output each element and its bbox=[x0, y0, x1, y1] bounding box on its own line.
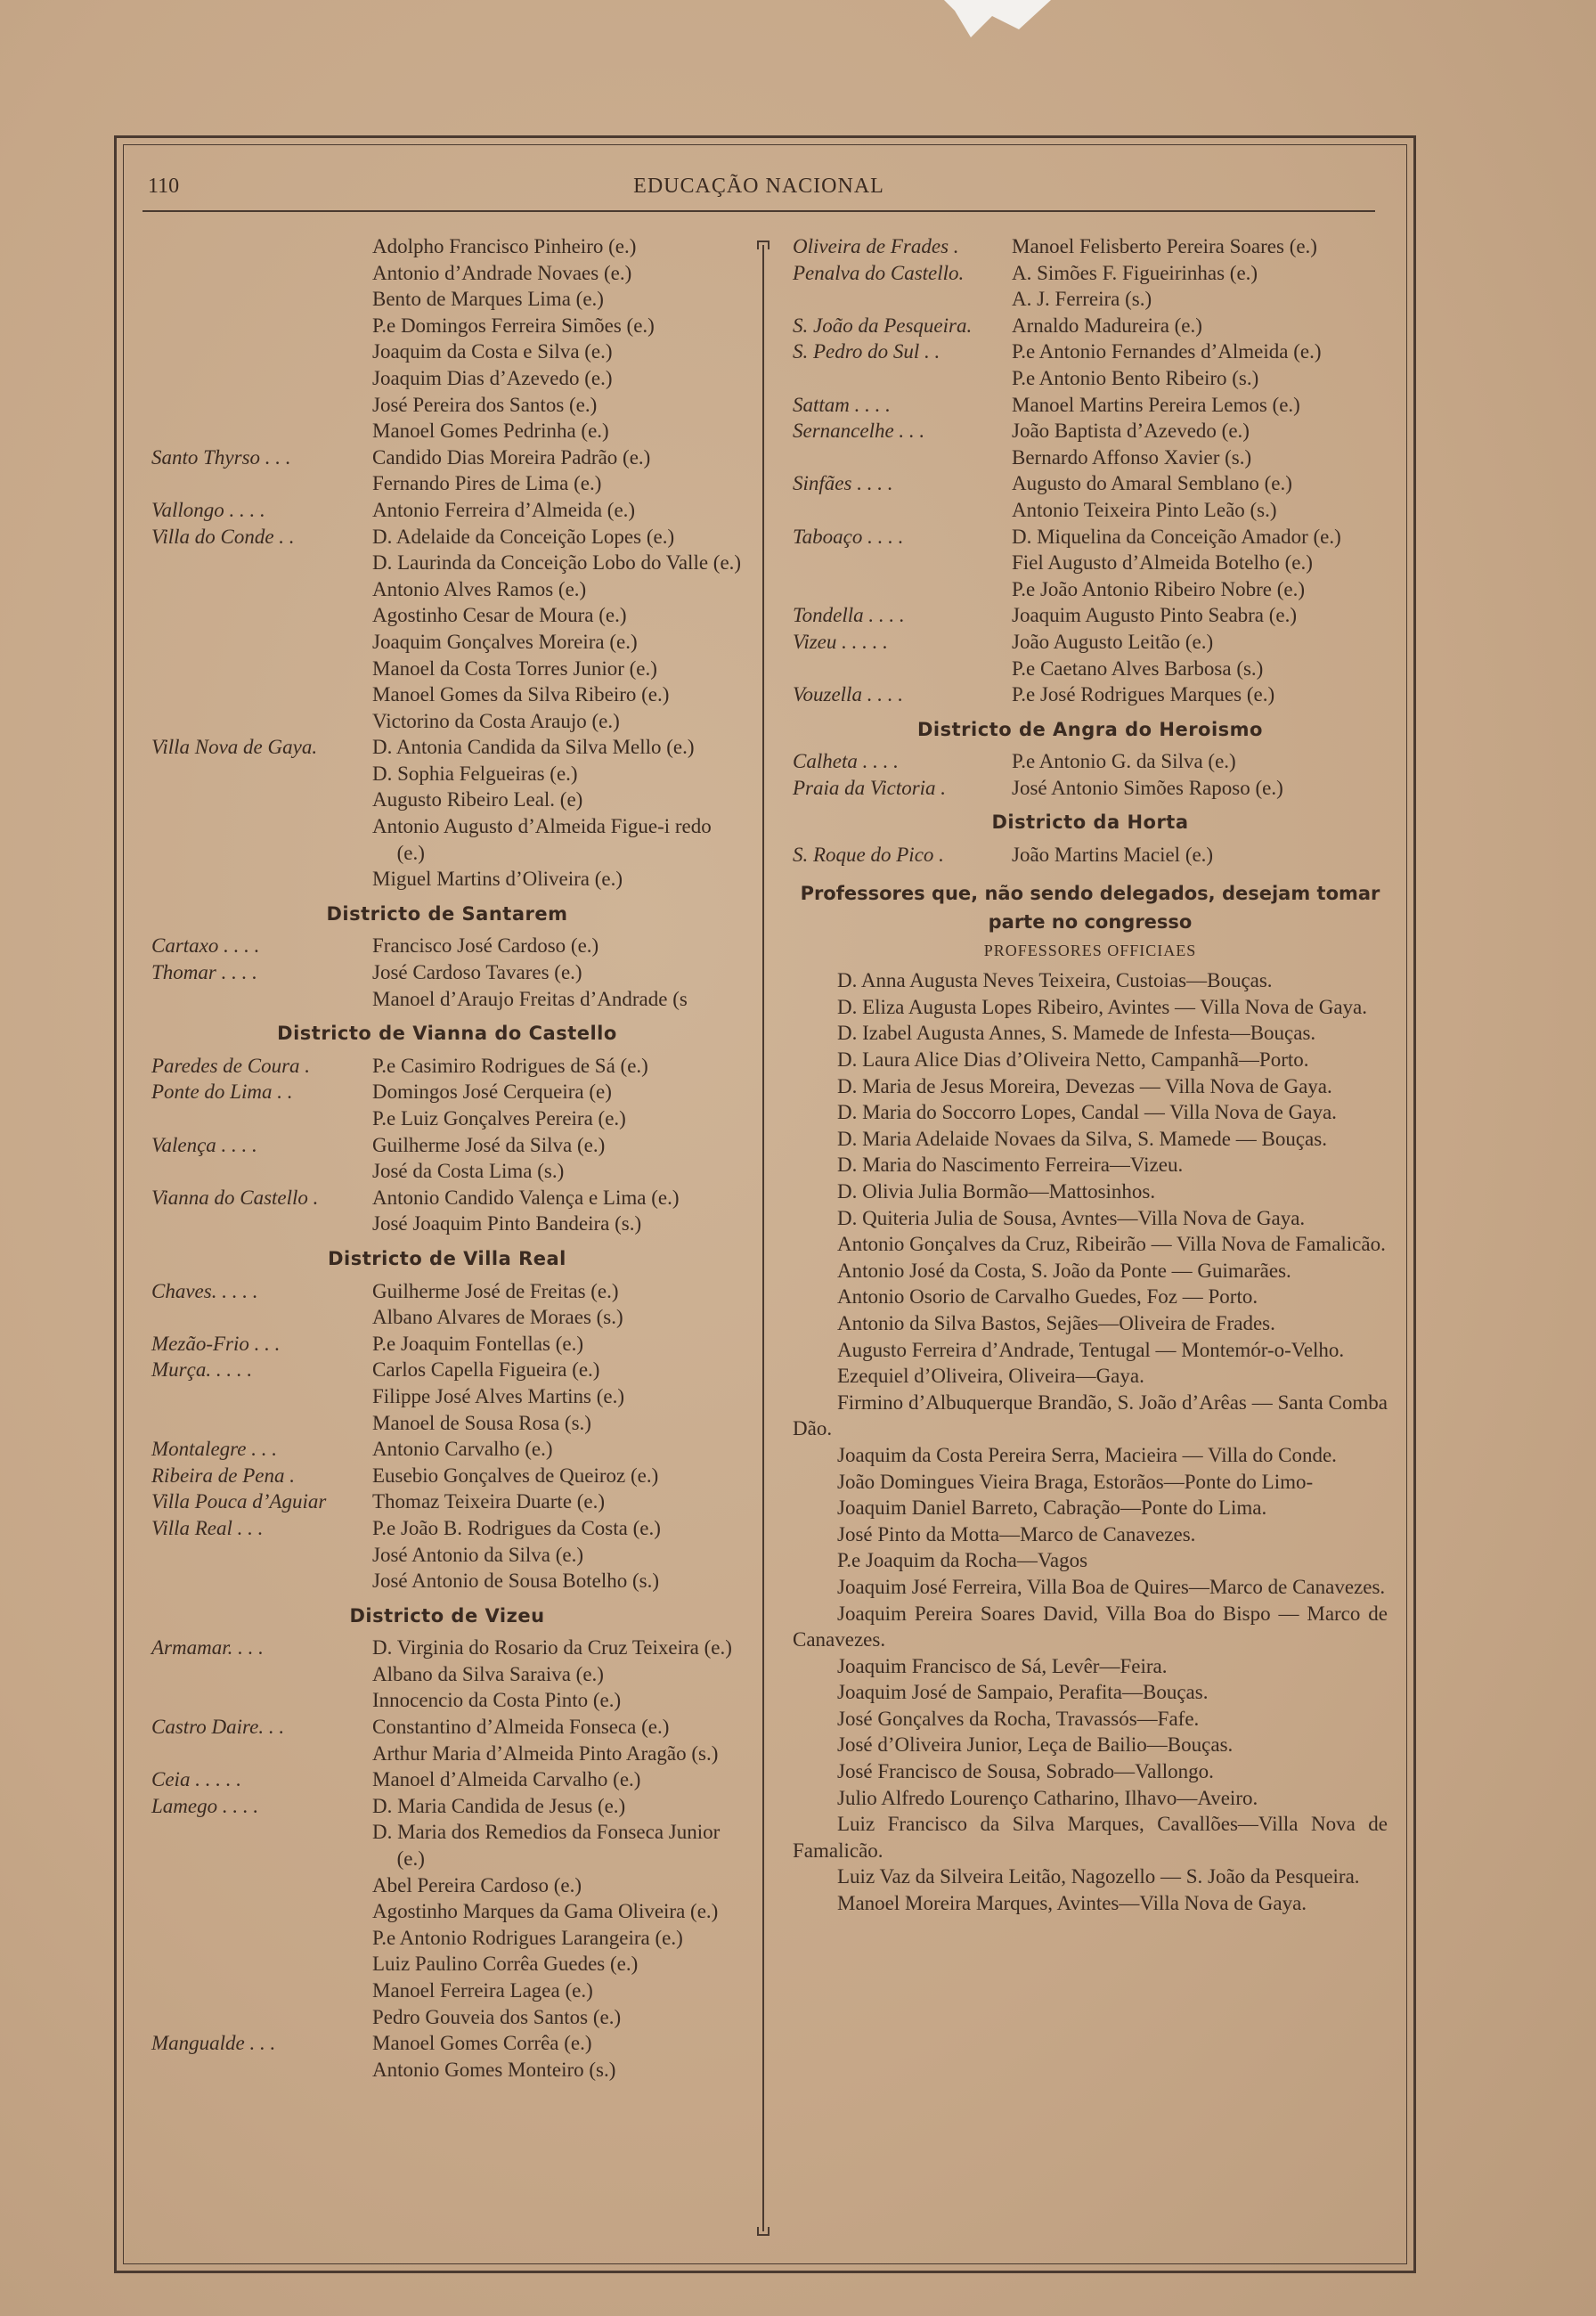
page-header bbox=[142, 175, 1375, 212]
teacher-name: Antonio Candido Valença e Lima (e.) bbox=[372, 1186, 680, 1209]
register-entry bbox=[793, 392, 1388, 419]
register-entry bbox=[151, 959, 743, 1012]
teacher-name: Antonio Teixeira Pinto Leão (s.) bbox=[1012, 498, 1277, 521]
teacher-name: Fernando Pires de Lima (e.) bbox=[372, 472, 602, 495]
teacher-name: Manoel Gomes Corrêa (e.) bbox=[372, 2032, 592, 2055]
locality-name: Thomar . . . . bbox=[151, 961, 257, 984]
register-entry bbox=[793, 842, 1388, 868]
teacher-name: Manoel d’Araujo Freitas d’Andrade (s bbox=[372, 987, 688, 1010]
teacher-name: José Joaquim Pinto Bandeira (s.) bbox=[372, 1212, 642, 1235]
teacher-names bbox=[372, 2030, 743, 2083]
teacher-name: Albano da Silva Saraiva (e.) bbox=[372, 1662, 604, 1685]
teacher-paragraph: D. Maria do Nascimento Ferreira—Vizeu. bbox=[837, 1154, 1184, 1177]
register-entry bbox=[793, 524, 1388, 603]
register-entry bbox=[151, 1766, 743, 1793]
teacher-name: Manoel Ferreira Lagea (e.) bbox=[372, 1979, 593, 2002]
running-title: EDUCAÇÃO NACIONAL bbox=[633, 175, 884, 198]
locality-name: Vouzella . . . . bbox=[793, 683, 903, 706]
teacher-name: D. Miquelina da Conceição Amador (e.) bbox=[1012, 525, 1341, 548]
teacher-paragraph: João Domingues Vieira Braga, Estorãos—Ponte do Limo- bbox=[837, 1470, 1314, 1493]
register-entry bbox=[793, 602, 1388, 629]
locality-name: Sernancelhe . . . bbox=[793, 420, 925, 443]
teacher-name: José Pereira dos Santos (e.) bbox=[372, 393, 598, 416]
register-entry bbox=[151, 2030, 743, 2083]
teacher-names bbox=[372, 1463, 743, 1489]
teacher-name: Antonio Carvalho (e.) bbox=[372, 1438, 553, 1461]
teacher-name: D. Adelaide da Conceição Lopes (e.) bbox=[372, 525, 675, 548]
teacher-names bbox=[372, 1053, 743, 1080]
teacher-name: Augusto Ribeiro Leal. (e) bbox=[372, 788, 583, 811]
teacher-name: José Antonio Simões Raposo (e.) bbox=[1012, 776, 1283, 799]
teacher-name: João Augusto Leitão (e.) bbox=[1012, 630, 1214, 653]
teacher-paragraph: Firmino d’Albuquerque Brandão, S. João d’Arêas — Santa Comba Dão. bbox=[793, 1390, 1388, 1440]
teacher-name: Antonio Alves Ramos (e.) bbox=[372, 577, 587, 600]
teacher-names bbox=[372, 497, 743, 524]
locality-name: Calheta . . . . bbox=[793, 750, 899, 773]
right-column bbox=[793, 233, 1388, 1917]
teacher-names bbox=[372, 1331, 743, 1358]
teacher-name: João Baptista d’Azevedo (e.) bbox=[1012, 420, 1250, 443]
teacher-name: Antonio Gomes Monteiro (s.) bbox=[372, 2058, 616, 2081]
district-heading: Districto de Vianna do Castello bbox=[277, 1023, 617, 1045]
teacher-name: P.e Casimiro Rodrigues de Sá (e.) bbox=[372, 1054, 648, 1077]
teacher-paragraph: Antonio Gonçalves da Cruz, Ribeirão — Villa Nova de Famalicão. bbox=[837, 1233, 1386, 1256]
register-entry bbox=[151, 1132, 743, 1185]
teacher-paragraph: José Francisco de Sousa, Sobrado—Vallongo. bbox=[837, 1760, 1214, 1783]
register-entry bbox=[151, 1357, 743, 1436]
locality-name: Valença . . . . bbox=[151, 1133, 257, 1156]
register-entry bbox=[151, 1714, 743, 1766]
teacher-name: A. Simões F. Figueirinhas (e.) bbox=[1012, 261, 1258, 284]
teacher-name: José Cardoso Tavares (e.) bbox=[372, 961, 582, 984]
teacher-names bbox=[372, 1635, 743, 1714]
teacher-name: Antonio d’Andrade Novaes (e.) bbox=[372, 261, 632, 284]
register-entry bbox=[793, 260, 1388, 313]
locality-name: Vizeu . . . . . bbox=[793, 630, 888, 653]
teacher-names bbox=[372, 233, 743, 444]
teacher-names bbox=[372, 933, 743, 959]
left-column bbox=[151, 233, 743, 2083]
teacher-paragraph: D. Eliza Augusta Lopes Ribeiro, Avintes — Villa Nova de Gaya. bbox=[837, 995, 1368, 1018]
teacher-name: D. Maria dos Remedios da Fonseca Junior (e.) bbox=[372, 1821, 721, 1871]
teacher-name: Antonio Ferreira d’Almeida (e.) bbox=[372, 498, 636, 521]
teacher-paragraph: D. Maria do Soccorro Lopes, Candal — Villa Nova de Gaya. bbox=[837, 1101, 1337, 1124]
teacher-name: Francisco José Cardoso (e.) bbox=[372, 934, 599, 958]
teacher-name: P.e Antonio G. da Silva (e.) bbox=[1012, 750, 1236, 773]
teacher-name: Albano Alvares de Moraes (s.) bbox=[372, 1306, 623, 1329]
teacher-name: Bento de Marques Lima (e.) bbox=[372, 288, 604, 311]
teacher-paragraph: Joaquim da Costa Pereira Serra, Macieira — Villa do Conde. bbox=[837, 1443, 1337, 1466]
teacher-name: Domingos José Cerqueira (e) bbox=[372, 1081, 612, 1104]
section-heading: Professores que, não sendo delegados, desejam tomar parte no congresso bbox=[800, 882, 1380, 933]
locality-name: Lamego . . . . bbox=[151, 1794, 259, 1817]
teacher-names bbox=[1012, 775, 1388, 802]
teacher-names bbox=[372, 1185, 743, 1237]
teacher-names bbox=[1012, 524, 1388, 603]
teacher-paragraph: Antonio José da Costa, S. João da Ponte — Guimarães. bbox=[837, 1259, 1291, 1282]
teacher-name: Agostinho Cesar de Moura (e.) bbox=[372, 604, 627, 627]
locality-name: Vallongo . . . . bbox=[151, 498, 265, 521]
district-heading: Districto de Santarem bbox=[326, 902, 568, 925]
locality-name: Villa Nova de Gaya. bbox=[151, 736, 318, 759]
locality-name: Cartaxo . . . . bbox=[151, 934, 260, 958]
locality-name: Chaves. . . . . bbox=[151, 1279, 258, 1302]
teacher-paragraph: D. Anna Augusta Neves Teixeira, Custoias—Bouças. bbox=[837, 969, 1273, 992]
teacher-names bbox=[372, 1515, 743, 1594]
teacher-paragraph: D. Maria de Jesus Moreira, Devezas — Villa Nova de Gaya. bbox=[837, 1074, 1332, 1097]
locality-name: Oliveira de Frades . bbox=[793, 235, 959, 257]
teacher-name: Eusebio Gonçalves de Queiroz (e.) bbox=[372, 1464, 659, 1487]
teacher-name: Guilherme José da Silva (e.) bbox=[372, 1133, 606, 1156]
teacher-name: P.e José Rodrigues Marques (e.) bbox=[1012, 683, 1275, 706]
teacher-paragraph: D. Quiteria Julia de Sousa, Avntes—Villa Nova de Gaya. bbox=[837, 1206, 1306, 1229]
teacher-name: Victorino da Costa Araujo (e.) bbox=[372, 709, 620, 732]
locality-name: Praia da Victoria . bbox=[793, 776, 947, 799]
teacher-paragraph: Luiz Francisco da Silva Marques, Cavallões—Villa Nova de Famalicão. bbox=[793, 1813, 1388, 1862]
teacher-name: Manoel Martins Pereira Lemos (e.) bbox=[1012, 393, 1300, 416]
teacher-name: P.e Antonio Bento Ribeiro (s.) bbox=[1012, 366, 1259, 389]
register-entry bbox=[151, 497, 743, 524]
locality-name: Sattam . . . . bbox=[793, 393, 891, 416]
teacher-name: Carlos Capella Figueira (e.) bbox=[372, 1358, 600, 1382]
column-divider-cap-bottom bbox=[757, 2227, 770, 2236]
teacher-names bbox=[372, 1132, 743, 1185]
teacher-paragraph: Antonio Osorio de Carvalho Guedes, Foz — Porto. bbox=[837, 1285, 1258, 1309]
teacher-name: P.e João B. Rodrigues da Costa (e.) bbox=[372, 1516, 661, 1539]
teacher-name: Bernardo Affonso Xavier (s.) bbox=[1012, 445, 1252, 469]
teacher-paragraph: P.e Joaquim da Rocha—Vagos bbox=[837, 1549, 1088, 1572]
teacher-name: Arnaldo Madureira (e.) bbox=[1012, 314, 1202, 337]
teacher-name: D. Laurinda da Conceição Lobo do Valle (e.) bbox=[372, 551, 742, 575]
register-entry bbox=[151, 1331, 743, 1358]
register-entry bbox=[793, 470, 1388, 523]
teacher-name: Fiel Augusto d’Almeida Botelho (e.) bbox=[1012, 551, 1313, 575]
teacher-names bbox=[1012, 260, 1388, 313]
teacher-paragraph: Manoel Moreira Marques, Avintes—Villa Nova de Gaya. bbox=[837, 1892, 1307, 1915]
teacher-name: Manoel Gomes Pedrinha (e.) bbox=[372, 420, 609, 443]
teacher-name: Joaquim da Costa e Silva (e.) bbox=[372, 340, 613, 363]
register-entry bbox=[151, 734, 743, 893]
teacher-names bbox=[1012, 338, 1388, 391]
teacher-names bbox=[1012, 392, 1388, 419]
section-subheading: PROFESSORES OFFICIAES bbox=[983, 941, 1197, 959]
teacher-paragraph: Ezequiel d’Oliveira, Oliveira—Gaya. bbox=[837, 1365, 1144, 1388]
locality-name: Mangualde . . . bbox=[151, 2032, 276, 2055]
locality-name: Paredes de Coura . bbox=[151, 1054, 311, 1077]
teacher-paragraph: D. Maria Adelaide Novaes da Silva, S. Mamede — Bouças. bbox=[837, 1127, 1327, 1150]
teacher-name: José da Costa Lima (s.) bbox=[372, 1160, 565, 1183]
teacher-paragraph: D. Olivia Julia Bormão—Mattosinhos. bbox=[837, 1180, 1156, 1203]
teacher-paragraph: Joaquim José de Sampaio, Perafita—Bouças. bbox=[837, 1681, 1209, 1704]
locality-name: Villa do Conde . . bbox=[151, 525, 295, 548]
teacher-name: Thomaz Teixeira Duarte (e.) bbox=[372, 1490, 606, 1513]
teacher-name: Miguel Martins d’Oliveira (e.) bbox=[372, 868, 623, 891]
teacher-name: José Antonio da Silva (e.) bbox=[372, 1543, 583, 1566]
teacher-name: Constantino d’Almeida Fonseca (e.) bbox=[372, 1716, 670, 1739]
register-entry bbox=[151, 444, 743, 497]
teacher-name: Joaquim Dias d’Azevedo (e.) bbox=[372, 366, 613, 389]
teacher-paragraph: D. Laura Alice Dias d’Oliveira Netto, Campanhã—Porto. bbox=[837, 1048, 1309, 1072]
teacher-names bbox=[372, 1488, 743, 1515]
teacher-paragraph: Joaquim Daniel Barreto, Cabração—Ponte do Lima. bbox=[837, 1496, 1267, 1520]
teacher-name: José Antonio de Sousa Botelho (s.) bbox=[372, 1570, 659, 1593]
teacher-names bbox=[1012, 418, 1388, 470]
teacher-names bbox=[1012, 681, 1388, 708]
teacher-names bbox=[1012, 629, 1388, 681]
locality-name: Vianna do Castello . bbox=[151, 1186, 319, 1209]
teacher-paragraph: José Gonçalves da Rocha, Travassós—Fafe. bbox=[837, 1707, 1200, 1730]
register-entry bbox=[151, 1635, 743, 1714]
register-entry bbox=[793, 313, 1388, 339]
teacher-names bbox=[372, 734, 743, 893]
teacher-paragraph: José d’Oliveira Junior, Leça de Bailio—Bouças. bbox=[837, 1733, 1234, 1757]
teacher-name: Manoel d’Almeida Carvalho (e.) bbox=[372, 1768, 641, 1791]
teacher-name: D. Antonia Candida da Silva Mello (e.) bbox=[372, 736, 695, 759]
register-entry bbox=[793, 418, 1388, 470]
register-entry bbox=[793, 681, 1388, 708]
locality-name: Taboaço . . . . bbox=[793, 525, 904, 548]
locality-name: Penalva do Castello. bbox=[793, 261, 965, 284]
register-entry bbox=[151, 1463, 743, 1489]
teacher-name: Candido Dias Moreira Padrão (e.) bbox=[372, 445, 651, 469]
page-number: 110 bbox=[148, 175, 180, 198]
district-heading: Districto de Villa Real bbox=[328, 1247, 566, 1269]
teacher-names bbox=[372, 959, 743, 1012]
teacher-name: Manoel Felisberto Pereira Soares (e.) bbox=[1012, 235, 1317, 257]
locality-name: Armamar. . . . bbox=[151, 1636, 264, 1660]
teacher-paragraph: Joaquim Pereira Soares David, Villa Boa do Bispo — Marco de Canavezes. bbox=[793, 1602, 1388, 1651]
teacher-name: Joaquim Gonçalves Moreira (e.) bbox=[372, 630, 638, 653]
district-heading: Districto de Vizeu bbox=[349, 1604, 545, 1627]
register-entry bbox=[793, 775, 1388, 802]
teacher-names bbox=[1012, 313, 1388, 339]
teacher-name: Adolpho Francisco Pinheiro (e.) bbox=[372, 235, 637, 257]
teacher-name: P.e João Antonio Ribeiro Nobre (e.) bbox=[1012, 577, 1305, 600]
teacher-name: Innocencio da Costa Pinto (e.) bbox=[372, 1689, 622, 1712]
teacher-name: D. Sophia Felgueiras (e.) bbox=[372, 762, 578, 785]
teacher-names bbox=[372, 1714, 743, 1766]
register-entry bbox=[151, 1053, 743, 1080]
teacher-names bbox=[372, 524, 743, 735]
teacher-paragraph: Joaquim José Ferreira, Villa Boa de Quires—Marco de Canavezes. bbox=[837, 1575, 1386, 1598]
teacher-name: Guilherme José de Freitas (e.) bbox=[372, 1279, 619, 1302]
district-heading: Districto da Horta bbox=[991, 811, 1189, 834]
locality-name: Mezão-Frio . . . bbox=[151, 1332, 281, 1355]
district-heading: Districto de Angra do Heroismo bbox=[917, 718, 1263, 740]
teacher-names bbox=[372, 1079, 743, 1131]
teacher-name: Agostinho Marques da Gama Oliveira (e.) bbox=[372, 1900, 719, 1923]
teacher-name: P.e Luiz Gonçalves Pereira (e.) bbox=[372, 1107, 626, 1129]
column-divider bbox=[762, 245, 764, 2231]
teacher-names bbox=[372, 1436, 743, 1463]
locality-name: Tondella . . . . bbox=[793, 604, 905, 627]
teacher-names bbox=[372, 444, 743, 497]
teacher-names bbox=[372, 1278, 743, 1331]
teacher-name: P.e Antonio Fernandes d’Almeida (e.) bbox=[1012, 340, 1322, 363]
locality-name: Villa Pouca d’Aguiar bbox=[151, 1490, 327, 1513]
teacher-name: D. Virginia do Rosario da Cruz Teixeira (e.) bbox=[372, 1636, 732, 1660]
teacher-paragraph: Augusto Ferreira d’Andrade, Tentugal — Montemór-o-Velho. bbox=[837, 1338, 1345, 1361]
locality-name: S. Pedro do Sul . . bbox=[793, 340, 940, 363]
teacher-paragraph: José Pinto da Motta—Marco de Canavezes. bbox=[837, 1522, 1196, 1545]
locality-name: Montalegre . . . bbox=[151, 1438, 277, 1461]
register-entry bbox=[151, 1436, 743, 1463]
register-entry bbox=[793, 338, 1388, 391]
teacher-paragraph: Joaquim Francisco de Sá, Levêr—Feira. bbox=[837, 1654, 1168, 1677]
teacher-name: Manoel da Costa Torres Junior (e.) bbox=[372, 656, 657, 680]
teacher-paragraph: Antonio da Silva Bastos, Sejães—Oliveira de Frades. bbox=[837, 1311, 1275, 1334]
register-entry bbox=[793, 233, 1388, 260]
teacher-name: Manoel de Sousa Rosa (s.) bbox=[372, 1411, 591, 1434]
register-entry bbox=[151, 524, 743, 735]
register-entry bbox=[793, 748, 1388, 775]
teacher-name: Pedro Gouveia dos Santos (e.) bbox=[372, 2005, 622, 2028]
teacher-paragraph: D. Izabel Augusta Annes, S. Mamede de Infesta—Bouças. bbox=[837, 1022, 1316, 1045]
register-entry bbox=[151, 1079, 743, 1131]
teacher-paragraph: Julio Alfredo Lourenço Catharino, Ilhavo—Aveiro. bbox=[837, 1786, 1258, 1809]
teacher-name: João Martins Maciel (e.) bbox=[1012, 844, 1214, 867]
teacher-name: P.e Antonio Rodrigues Larangeira (e.) bbox=[372, 1926, 683, 1949]
teacher-name: Manoel Gomes da Silva Ribeiro (e.) bbox=[372, 683, 670, 706]
locality-name: Santo Thyrso . . . bbox=[151, 445, 291, 469]
register-entry bbox=[151, 1185, 743, 1237]
teacher-names bbox=[372, 1357, 743, 1436]
teacher-paragraph: Luiz Vaz da Silveira Leitão, Nagozello — S. João da Pesqueira. bbox=[837, 1865, 1360, 1888]
teacher-name: A. J. Ferreira (s.) bbox=[1012, 288, 1152, 311]
locality-name: Villa Real . . . bbox=[151, 1516, 264, 1539]
teacher-name: Antonio Augusto d’Almeida Figue-i redo (e.) bbox=[372, 815, 712, 864]
register-entry bbox=[151, 1515, 743, 1594]
teacher-name: Joaquim Augusto Pinto Seabra (e.) bbox=[1012, 604, 1298, 627]
register-entry bbox=[151, 1278, 743, 1331]
locality-name: Ribeira de Pena . bbox=[151, 1464, 295, 1487]
locality-name: Ceia . . . . . bbox=[151, 1768, 241, 1791]
register-entry bbox=[151, 233, 743, 444]
locality-name: Ponte do Lima . . bbox=[151, 1081, 293, 1104]
locality-name: S. Roque do Pico . bbox=[793, 844, 944, 867]
teacher-names bbox=[1012, 748, 1388, 775]
register-entry bbox=[151, 1488, 743, 1515]
locality-name: Sinfães . . . . bbox=[793, 472, 893, 495]
teacher-names bbox=[1012, 233, 1388, 260]
teacher-name: P.e Domingos Ferreira Simões (e.) bbox=[372, 314, 655, 337]
teacher-names bbox=[1012, 602, 1388, 629]
teacher-name: Luiz Paulino Corrêa Guedes (e.) bbox=[372, 1953, 639, 1976]
teacher-name: Arthur Maria d’Almeida Pinto Aragão (s.) bbox=[372, 1741, 719, 1765]
locality-name: Castro Daire. . . bbox=[151, 1716, 285, 1739]
teacher-name: P.e Joaquim Fontellas (e.) bbox=[372, 1332, 583, 1355]
register-entry bbox=[151, 933, 743, 959]
locality-name: S. João da Pesqueira. bbox=[793, 314, 973, 337]
register-entry bbox=[151, 1793, 743, 2030]
teacher-name: Filippe José Alves Martins (e.) bbox=[372, 1384, 624, 1407]
locality-name: Murça. . . . . bbox=[151, 1358, 253, 1382]
teacher-names bbox=[372, 1766, 743, 1793]
teacher-names bbox=[1012, 842, 1388, 868]
locality-name bbox=[151, 233, 372, 444]
teacher-name: Augusto do Amaral Semblano (e.) bbox=[1012, 472, 1292, 495]
register-entry bbox=[793, 629, 1388, 681]
teacher-names bbox=[1012, 470, 1388, 523]
teacher-names bbox=[372, 1793, 743, 2030]
teacher-name: Abel Pereira Cardoso (e.) bbox=[372, 1873, 582, 1896]
teacher-name: P.e Caetano Alves Barbosa (s.) bbox=[1012, 656, 1264, 680]
teacher-name: D. Maria Candida de Jesus (e.) bbox=[372, 1794, 626, 1817]
